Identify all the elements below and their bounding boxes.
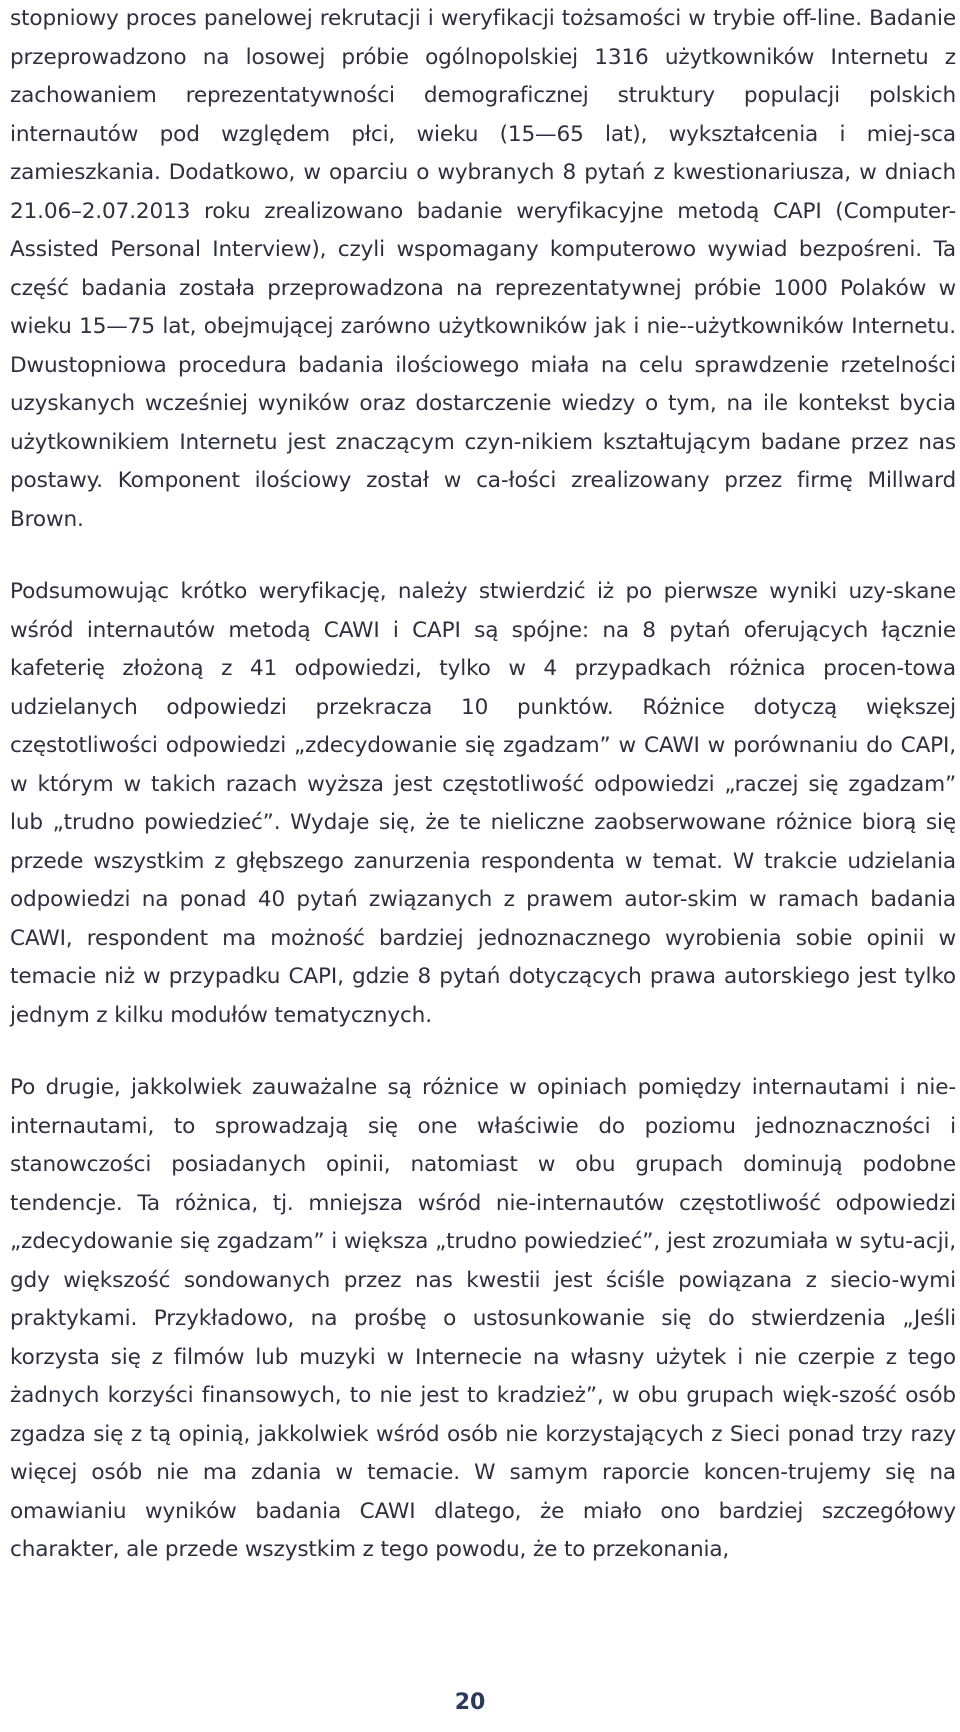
page-number: 20 [454, 1690, 486, 1715]
paragraph-3: Po drugie, jakkolwiek zauważalne są różnice w opiniach pomiędzy internautami i nie-internautami, to sprowadzają się one właściwie do poziomu jednoznaczności i stanowczości posiadanych opinii, natomiast w obu grupach dominują podobne tendencje. Ta różnica, tj. mniejsza wśród nie-internautów częstotliwość odpowiedzi „zdecydowanie się zgadzam” i większa „trudno powiedzieć”, jest zrozumiała w sytu-acji, gdy większość sondowanych przez nas kwestii jest ściśle powiązana z siecio-wymi praktykami. Przykładowo, na prośbę o ustosunkowanie się do stwierdzenia „Jeśli korzysta się z filmów lub muzyki w Internecie na własny użytek i nie czerpie z tego żadnych korzyści finansowych, to nie jest to kradzież”, w obu grupach więk-szość osób zgadza się z tą opinią, jakkolwiek wśród osób nie korzystających z Sieci ponad trzy razy więcej osób nie ma zdania w temacie. W samym raporcie koncen-trujemy się na omawianiu wyników badania CAWI dlatego, że miało ono bardziej szczegółowy charakter, ale przede wszystkim z tego powodu, że to przekonania, [10, 1075, 956, 1562]
paragraph-2: Podsumowując krótko weryfikację, należy stwierdzić iż po pierwsze wyniki uzy-skane wśród internautów metodą CAWI i CAPI są spójne: na 8 pytań oferujących łącznie kafeterię złożoną z 41 odpowiedzi, tylko w 4 przypadkach różnica procen-towa udzielanych odpowiedzi przekracza 10 punktów. Różnice dotyczą większej częstotliwości odpowiedzi „zdecydowanie się zgadzam” w CAWI w porównaniu do CAPI, w którym w takich razach wyższa jest częstotliwość odpowiedzi „raczej się zgadzam” lub „trudno powiedzieć”. Wydaje się, że te nieliczne zaobserwowane różnice biorą się przede wszystkim z głębszego zanurzenia respondenta w temat. W trakcie udzielania odpowiedzi na ponad 40 pytań związanych z prawem autor-skim w ramach badania CAWI, respondent ma możność bardziej jednoznacznego wyrobienia sobie opinii w temacie niż w przypadku CAPI, gdzie 8 pytań dotyczących prawa autorskiego jest tylko jednym z kilku modułów tematycznych. [10, 579, 956, 1028]
paragraph-1: stopniowy proces panelowej rekrutacji i weryfikacji tożsamości w trybie off-line. Badanie przeprowadzono na losowej próbie ogólnopolskiej 1316 użytkowników Internetu z zachowaniem reprezentatywności demograficznej struktury populacji polskich internautów pod względem płci, wieku (15—65 lat), wykształcenia i miej-sca zamieszkania. Dodatkowo, w oparciu o wybranych 8 pytań z kwestionariusza, w dniach 21.06–2.07.2013 roku zrealizowano badanie weryfikacyjne metodą CAPI (Computer-Assisted Personal Interview), czyli wspomagany komputerowo wywiad bezpośreni. Ta część badania została przeprowadzona na reprezentatywnej próbie 1000 Polaków w wieku 15—75 lat, obejmującej zarówno użytkowników jak i nie--użytkowników Internetu. Dwustopniowa procedura badania ilościowego miała na celu sprawdzenie rzetelności uzyskanych wcześniej wyników oraz dostarczenie wiedzy o tym, na ile kontekst bycia użytkownikiem Internetu jest znaczącym czyn-nikiem kształtującym badane przez nas postawy. Komponent ilościowy został w ca-łości zrealizowany przez firmę Millward Brown. [10, 6, 956, 532]
